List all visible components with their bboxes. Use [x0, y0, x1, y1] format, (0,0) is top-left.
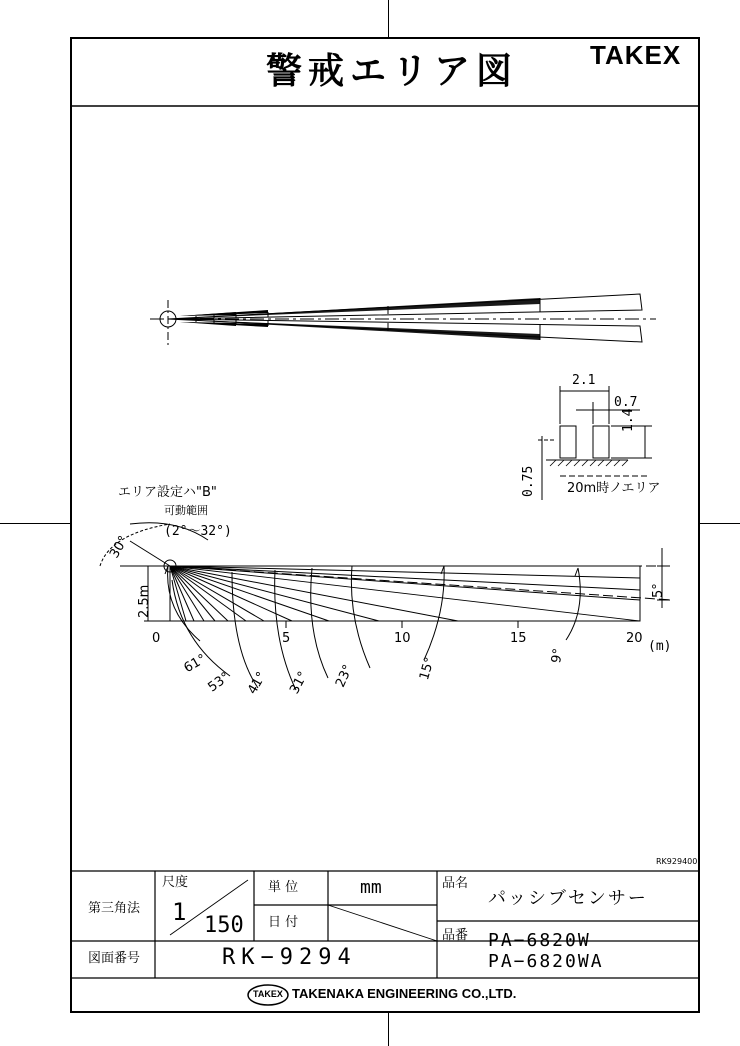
- page-title: 警戒エリア図: [266, 51, 519, 92]
- x-tick-0: 0: [152, 631, 161, 646]
- projection-label: 第三角法: [88, 901, 141, 916]
- angle-23: 23°: [333, 662, 357, 690]
- unit-value: mm: [360, 877, 382, 898]
- product-name: パッシブセンサー: [488, 888, 648, 909]
- x-tick-5: 5: [282, 631, 291, 646]
- detail-caption: 20m時ノエリア: [567, 481, 661, 496]
- part-no-label: 品番: [442, 928, 469, 943]
- angle-53: 53°: [205, 669, 233, 696]
- angle-15: 15°: [417, 655, 438, 682]
- tilt-angle-label: 30°: [107, 533, 132, 561]
- x-tick-10: 10: [394, 631, 411, 646]
- scale-numerator: 1: [172, 898, 187, 926]
- adjust-range-label: 可動範囲: [164, 504, 208, 517]
- drawing-number: RK−9294: [222, 945, 357, 970]
- unit-label: 単 位: [268, 880, 299, 895]
- company-logo-text: TAKEX: [253, 989, 283, 999]
- detail-width-label: 2.1: [572, 373, 596, 388]
- product-name-label: 品名: [442, 876, 469, 891]
- angle-41: 41°: [245, 669, 270, 697]
- drawing-code-small: RK929400: [656, 857, 698, 866]
- detail-gap-label: 0.7: [614, 395, 638, 410]
- adjust-range-value: (2°〜32°): [164, 524, 232, 539]
- angle-61: 61°: [181, 651, 209, 677]
- scale-label: 尺度: [162, 875, 189, 890]
- top-view-pattern: [150, 294, 656, 348]
- drawing-no-label: 図面番号: [88, 951, 141, 966]
- date-label: 日 付: [268, 915, 299, 930]
- angle-9: 9°: [549, 647, 567, 665]
- x-tick-20: 20: [626, 631, 643, 646]
- angle-31: 31°: [287, 669, 312, 697]
- part-no-2: PA−6820WA: [488, 951, 604, 972]
- detail-elevation-label: 0.75: [521, 465, 536, 497]
- scale-denominator: 150: [204, 913, 244, 938]
- part-no-1: PA−6820W: [488, 930, 591, 951]
- x-tick-15: 15: [510, 631, 527, 646]
- area-setting-label: エリア設定ハ"B": [118, 485, 217, 500]
- x-unit-label: (m): [648, 639, 672, 654]
- height-label: 2.5m: [137, 584, 152, 618]
- brand-logo-text: TAKEX: [590, 40, 682, 70]
- angle-5-right: 5°: [651, 583, 666, 598]
- company-name: TAKENAKA ENGINEERING CO.,LTD.: [292, 986, 517, 1001]
- detail-height-label: 1.4: [621, 408, 636, 432]
